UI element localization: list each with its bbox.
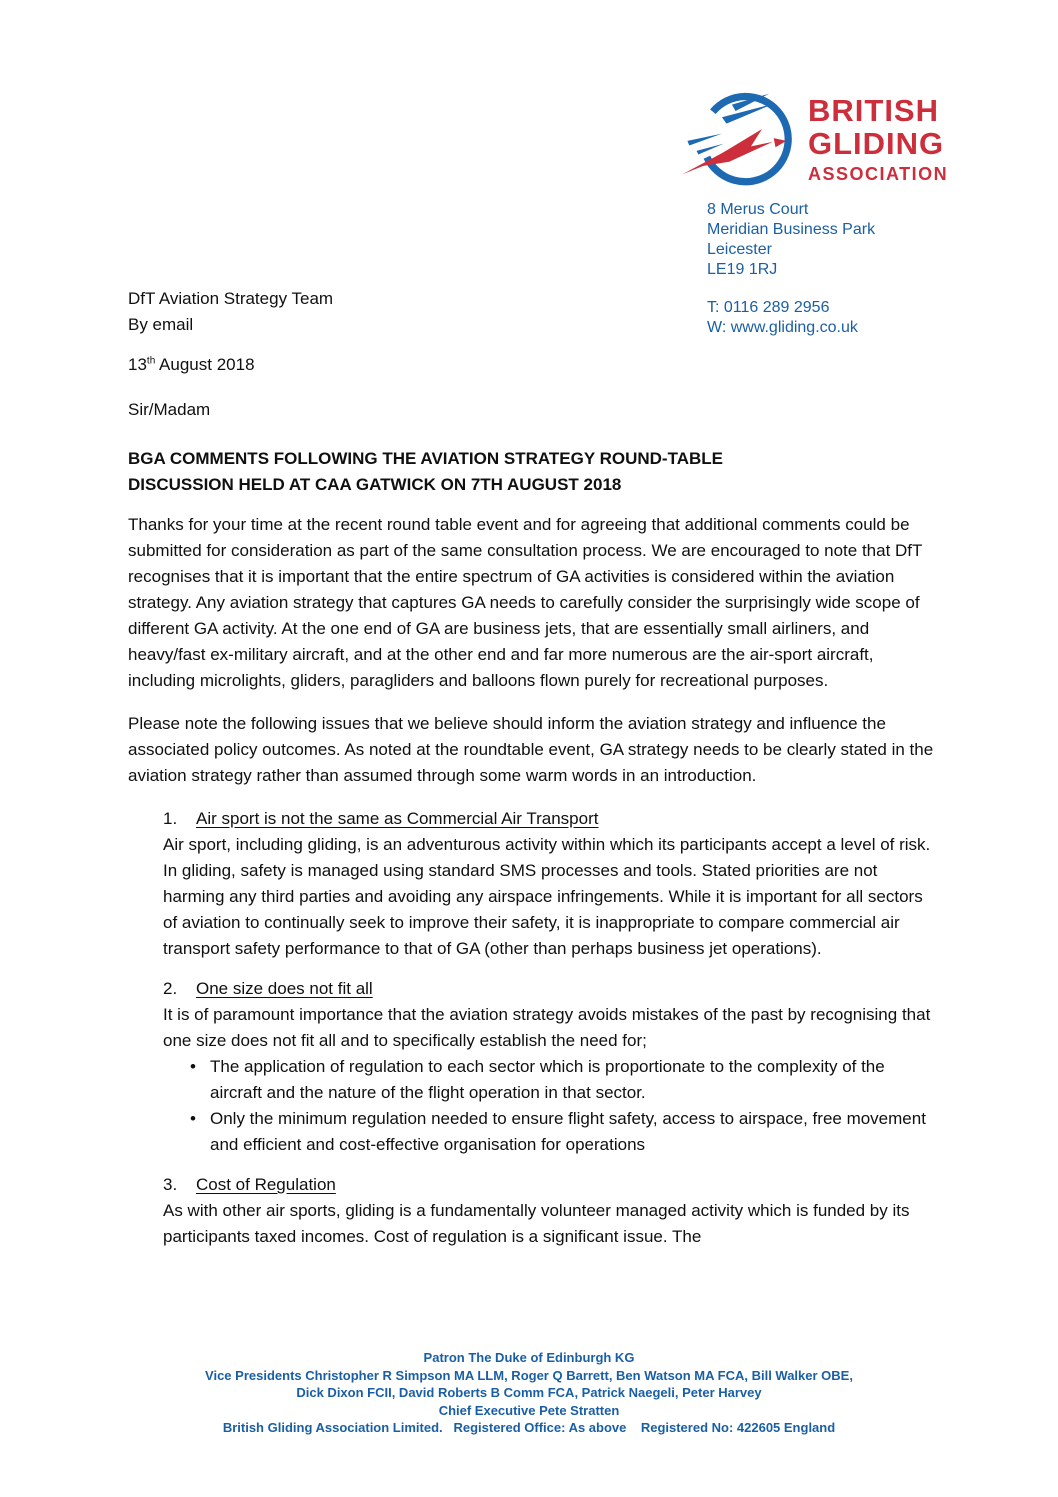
date-rest: August 2018 (155, 355, 255, 374)
letter-date (128, 355, 255, 375)
date-ordinal: th (146, 355, 156, 367)
list-item-1-heading (163, 806, 940, 832)
list-item-3-body: As with other air sports, gliding is a fundamentally volunteer managed activity which is funded by its participants taxed incomes. Cost of regulation is a significant issue. The (163, 1201, 910, 1246)
subject-heading (128, 446, 940, 498)
list-item-1-body: Air sport, including gliding, is an adventurous activity within which its participants accept a level of risk. In gliding, safety is managed using standard SMS processes and tools. Stated priorities are not harming any third parties and avoiding any airspace infringements. While it is important for all sectors of aviation to continually seek to improve their safety, it is inappropriate to compare commercial air transport safety performance to that of GA (other than perhaps business jet operations). (163, 835, 931, 958)
sender-address-block (707, 200, 875, 338)
logo-line-gliding: GLIDING (808, 126, 945, 161)
list-item-2-body: It is of paramount importance that the aviation strategy avoids mistakes of the past by recognising that one size does not fit all and to specifically establish the need for; (163, 1005, 931, 1050)
address-line: LE19 1RJ (707, 261, 778, 278)
logo-line-association: ASSOCIATION (808, 164, 949, 184)
paragraph-issues: Please note the following issues that we believe should inform the aviation strategy and influence the associated policy outcomes. As noted at the roundtable event, GA strategy needs to be clearly stated in the aviation strategy rather than assumed through some warm words in an introduction. (128, 714, 934, 785)
recipient-delivery: By email (128, 315, 194, 334)
address-spacer (707, 280, 875, 298)
recipient-block (128, 286, 333, 338)
list-item-2-heading (163, 976, 940, 1002)
address-line: 8 Merus Court (707, 201, 809, 218)
bga-logo (682, 84, 948, 196)
footer-vice-presidents: Vice Presidents Christopher R Simpson MA LLM, Roger Q Barrett, Ben Watson MA FCA, Bill Walker OBE, (205, 1367, 853, 1383)
paragraph-intro: Thanks for your time at the recent round table event and for agreeing that additional comments could be submitted for consideration as part of the same consultation process. We are encouraged to note that DfT recognises that it is important that the entire spectrum of GA activities is considered within the aviation strategy. Any aviation strategy that captures GA needs to carefully consider the surprisingly wide scope of different GA activity. At the one end of GA are business jets, that are essentially small airliners, and heavy/fast ex-military aircraft, and at the other end and far more numerous are the air-sport aircraft, including microlights, gliders, paragliders and balloons flown purely for recreational purposes. (128, 515, 923, 690)
footer-chief-executive: Chief Executive Pete Stratten (438, 1402, 620, 1418)
salutation: Sir/Madam (128, 400, 211, 419)
logo-wordmark (808, 94, 948, 184)
website-line: W: www.gliding.co.uk (707, 319, 858, 336)
list-item-1 (163, 806, 940, 962)
bullet-item (190, 1106, 940, 1158)
list-item-3-title: Cost of Regulation (196, 1175, 336, 1194)
footer-patron: Patron The Duke of Edinburgh KG (423, 1350, 635, 1365)
list-item-2 (163, 976, 940, 1158)
list-item-3-heading (163, 1172, 940, 1198)
bga-glider-icon (682, 84, 800, 196)
list-item-2-bullets (190, 1054, 940, 1158)
list-item-1-title: Air sport is not the same as Commercial Air Transport (196, 809, 599, 828)
bullet-item (190, 1054, 940, 1106)
list-item-3 (163, 1172, 940, 1250)
phone-line: T: 0116 289 2956 (707, 299, 830, 316)
footer-vice-presidents-2: Dick Dixon FCII, David Roberts B Comm FCA, Patrick Naegeli, Peter Harvey (296, 1385, 762, 1400)
address-line: Leicester (707, 241, 772, 258)
footer-registration: British Gliding Association Limited. Registered Office: As above Registered No: 422605 England (222, 1420, 836, 1435)
address-line: Meridian Business Park (707, 221, 876, 238)
letter-footer (0, 1349, 1058, 1437)
list-item-1-number: 1. (163, 809, 178, 828)
list-item-2-title: One size does not fit all (196, 979, 373, 998)
list-item-3-number: 3. (163, 1175, 178, 1194)
letter-body (128, 446, 940, 1264)
list-item-2-number: 2. (163, 979, 178, 998)
subject-line-1: BGA COMMENTS FOLLOWING THE AVIATION STRATEGY ROUND-TABLE (128, 449, 723, 468)
bullet-text: The application of regulation to each sector which is proportionate to the complexity of the aircraft and the nature of the flight operation in that sector. (210, 1057, 885, 1102)
bullet-icon: • (190, 1057, 196, 1076)
date-day: 13 (128, 355, 147, 374)
logo-line-british: BRITISH (808, 93, 939, 128)
recipient-name: DfT Aviation Strategy Team (128, 289, 334, 308)
subject-line-2: DISCUSSION HELD AT CAA GATWICK ON 7TH AUGUST 2018 (128, 475, 622, 494)
bullet-text: Only the minimum regulation needed to ensure flight safety, access to airspace, free movement and efficient and cost-effective organisation for operations (210, 1109, 926, 1154)
bullet-icon: • (190, 1109, 196, 1128)
